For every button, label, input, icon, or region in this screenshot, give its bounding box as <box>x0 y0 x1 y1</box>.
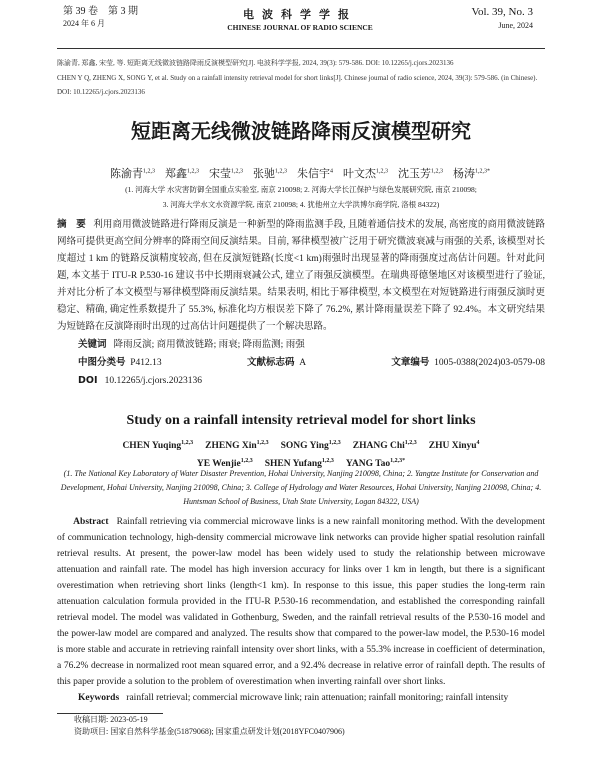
date-cn: 2024 年 6 月 <box>63 19 105 28</box>
author-name: SHEN Yufang <box>264 459 322 470</box>
journal-name-cn: 电波科学学报 <box>243 8 357 21</box>
author-name: 张驰 <box>253 167 275 180</box>
affiliation-cn-line: (1. 河海大学 水灾害防御全国重点实验室, 南京 210098; 2. 河海大学长江保护与绿色发展研究院, 南京 210098; <box>125 185 477 194</box>
author <box>429 441 480 451</box>
classification-row <box>78 354 545 372</box>
author <box>165 168 199 180</box>
author-name: 郑鑫 <box>165 167 187 180</box>
author <box>122 441 193 451</box>
authors-cn <box>20 164 580 181</box>
keywords-cn <box>78 336 545 354</box>
keywords-cn-text: 降雨反演; 商用微波链路; 雨衰; 降雨监测; 雨强 <box>113 340 305 350</box>
author-affiliation-sup: 1,2,3 <box>321 458 334 465</box>
affiliations-cn <box>57 182 545 212</box>
author-affiliation-sup: 1,2,3 <box>143 168 155 174</box>
date-en: June, 2024 <box>498 21 533 30</box>
header-divider <box>57 48 545 49</box>
abstract-en-text: Rainfall retrieving via commercial microwave links is a new rainfall monitoring method. With the development of communication technology, high-density commercial microwave link networks can provide higher spatial resolution rainfall retrieval results. At present, the power-law model has been widely used to study the relationship between microwave attenuation and rainfall rate. The model has high inversion accuracy for links over 1 km in length, but there is a significant overestimation when retrieving short links (length<1 km). In response to this issue, this paper studies the long-term rain attenuation calculation formula provided in the ITU-R P.530-16 recommendation, and established the corresponding rainfall retrieval model. The model was validated in Gothenburg, Sweden, and the rainfall retrieval results of the P.530-16 model and the power-law model are compared and analyzed. The results show that compared to the power-law model, the P.530-16 model is more stable and accurate in retrieving rainfall intensity over short links, with a 55.3% increase in coefficient of determination, a 76.2% decrease in normalized root mean squared error, and a 92.4% decrease in relative error of rainfall depth. The results of this paper provide a solution to the problem of overestimation when inverting rainfall over short links. <box>57 517 546 687</box>
author <box>205 441 268 451</box>
citation-cn: 陈渝青, 郑鑫, 宋莹, 等. 短距离无线微波链路降雨反演模型研究[J]. 电波科学学报, 2024, 39(3): 579-586. DOI: 10.12265/j.cjors.2023136 <box>57 59 454 67</box>
citation-en: CHEN Y Q, ZHENG X, SONG Y, et al. Study on a rainfall intensity retrieval model for short links[J]. Chinese journal of radio science, 2024, 39(3): 579-586. (in Chinese). DOI: 10.12265/j.cjors.2023136 <box>57 73 538 96</box>
chinese-abstract-section <box>57 216 545 390</box>
author-affiliation-sup: 1,2,3 <box>256 440 269 446</box>
author <box>343 168 388 180</box>
author <box>453 168 490 180</box>
author <box>281 441 341 451</box>
author-name: 宋莹 <box>209 167 231 180</box>
english-abstract-section <box>57 514 545 738</box>
citation-block <box>57 56 545 100</box>
article-no-value: 1005-0388(2024)03-0579-08 <box>434 358 545 368</box>
title-en: Study on a rainfall intensity retrieval model for short links <box>126 413 476 428</box>
author <box>253 168 287 180</box>
author-name: YANG Tao <box>345 459 391 470</box>
volume-cn: 第 39 卷 第 3 期 <box>63 6 138 17</box>
author-name: ZHANG Chi <box>352 441 405 452</box>
affiliations-en: (1. The National Key Laboratory of Water Disaster Prevention, Hohai University, Nanjing 210098, China; 2. Yangtze Institute for Conservation and Development, Hohai University, Nanjing 210098, China; 3. College of Hydrology and Water Resources, Hohai University, Nanjing 210098, China; 4. Huntsman School of Business, Utah State University, Logan 84322, USA) <box>60 469 542 506</box>
author-affiliation-sup: 1,2,3* <box>475 168 490 174</box>
keywords-en-text: rainfall retrieval; commercial microwave link; rain attenuation; rainfall monitoring; rainfall intensity <box>126 693 509 703</box>
doi-row <box>78 372 545 390</box>
article-no-label: 文章编号 <box>391 357 430 368</box>
keywords-cn-label: 关键词 <box>78 339 107 350</box>
author-affiliation-sup: 1,2,3 <box>328 440 341 446</box>
author-affiliation-sup: 1,2,3 <box>231 168 243 174</box>
author-name: 陈渝青 <box>110 167 143 180</box>
author-name: ZHU Xinyu <box>428 441 477 452</box>
author-name: SONG Ying <box>280 441 329 452</box>
funding-label: 资助项目: <box>74 727 109 736</box>
journal-name-en: CHINESE JOURNAL OF RADIO SCIENCE <box>227 23 373 32</box>
author <box>353 441 417 451</box>
received-value: 2023-05-19 <box>110 715 148 724</box>
clc-label: 中图分类号 <box>78 357 126 368</box>
author-name: 沈玉芳 <box>398 167 431 180</box>
doc-code-value: A <box>299 358 307 368</box>
author-affiliation-sup: 1,2,3 <box>376 168 388 174</box>
author-affiliation-sup: 1,2,3* <box>390 458 406 465</box>
title-cn: 短距离无线微波链路降雨反演模型研究 <box>131 119 471 143</box>
abstract-cn-text: 利用商用微波链路进行降雨反演是一种新型的降雨监测手段, 且随着通信技术的发展, 高密度的商用微波链路网络可提供更高空间分辨率的降雨空间反演结果。目前, 幂律模型被广泛用于研究微波衰减与雨强的关系, 该模型对长度超过 1 km 的链路反演精度较高, 但在反演短链路(长度<1 km)雨强时出现显著的降雨强度过高估计问题。针对此问题, 本文基于 ITU-R P.530-16 建议书中长期雨衰减公式, 建立了雨强反演模型。在瑞典哥德堡地区对该模型进行了验证, 并对比分析了本文模型与幂律模型降雨反演结果。结果表明, 相比于幂律模型, 本文模型在对短链路进行雨强反演时更稳定、精确, 确定性系数提升了 55.3%, 标准化均方根误差下降了 76.2%, 累计降雨量误差下降了 92.4%。本文研究结果为短链路在反演降雨时出现的过高估计问题提供了一个解决思路。 <box>57 220 545 332</box>
author-affiliation-sup: 1,2,3 <box>240 458 253 465</box>
received-label: 收稿日期: <box>74 715 109 724</box>
doi-value[interactable]: 10.12265/j.cjors.2023136 <box>104 376 202 386</box>
author-name: 朱信宇 <box>297 167 330 180</box>
doi-label: DOI <box>78 375 98 386</box>
funding <box>74 726 545 738</box>
author-affiliation-sup: 1,2,3 <box>431 168 443 174</box>
author-affiliation-sup: 1,2,3 <box>181 440 194 446</box>
abstract-en-label: Abstract <box>73 517 109 527</box>
author <box>209 168 243 180</box>
author-name: YE Wenjie <box>196 459 241 470</box>
keywords-en-label: Keywords <box>78 693 120 703</box>
author-affiliation-sup: 1,2,3 <box>275 168 287 174</box>
keywords-en <box>78 690 545 706</box>
author-name: 杨涛 <box>453 167 475 180</box>
author <box>398 168 443 180</box>
author-affiliation-sup: 4 <box>330 168 333 174</box>
abstract-cn <box>57 216 545 336</box>
author-name: ZHENG Xin <box>205 441 257 452</box>
funding-value: 国家自然科学基金(51879068); 国家重点研发计划(2018YFC0407906) <box>110 727 345 736</box>
author <box>297 168 333 180</box>
author <box>110 168 155 180</box>
author-affiliation-sup: 1,2,3 <box>187 168 199 174</box>
volume-en: Vol. 39, No. 3 <box>471 6 533 18</box>
author-affiliation-sup: 4 <box>476 440 480 446</box>
author-name: 叶文杰 <box>343 167 376 180</box>
received-date <box>74 714 545 726</box>
abstract-cn-label: 摘 要 <box>57 219 86 230</box>
abstract-en <box>57 514 545 690</box>
affiliation-cn-line: 3. 河海大学水文水资源学院, 南京 210098; 4. 犹他州立大学洪博尔商学院, 洛根 84322) <box>162 200 440 209</box>
doc-code-label: 文献标志码 <box>246 357 295 368</box>
clc-value: P412.13 <box>130 358 162 368</box>
header-volume-en <box>471 6 533 32</box>
author-affiliation-sup: 1,2,3 <box>404 440 417 446</box>
author-name: CHEN Yuqing <box>122 441 182 452</box>
